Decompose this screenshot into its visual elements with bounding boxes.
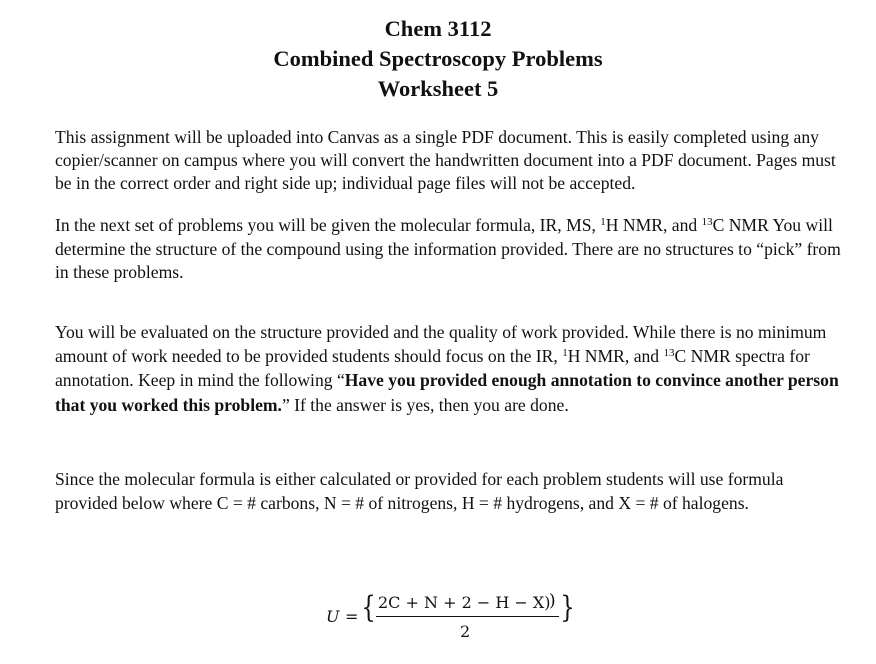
formula-right-paren: ) (549, 591, 556, 611)
fraction-bar (376, 616, 559, 617)
course-title: Chem 3112 (384, 16, 492, 41)
evaluation-paragraph: You will be evaluated on the structure provided and the quality of work provided. While there is no minimum amount of work needed to be provided students should focus on the IR, $^1$H NMR, and $^{13}$C NMR spectra for annotation. Keep in mind the following “Have you provided enough annotation to convince another person that you worked this problem.” If the answer is yes, then you are done. (55, 322, 839, 415)
formula-left-brace: { (361, 590, 376, 625)
formula-numerator: 2C + N + 2 − H − X) (378, 593, 551, 612)
upload-instructions-paragraph: This assignment will be uploaded into Canvas as a single PDF document. This is easily completed using any copier/scanner on campus where you will convert the handwritten document into a PDF document. Pages must be in the correct order and right side up; individual page files will not be accepted. (55, 127, 836, 193)
key-question: Have you provided enough annotation to convince another person that you worked this problem. (55, 370, 839, 415)
formula-right-brace: } (560, 590, 575, 625)
formula-equals: = (345, 607, 359, 626)
formula-denominator: 2 (460, 622, 471, 641)
worksheet-subtitle: Combined Spectroscopy Problems (273, 46, 603, 71)
formula-intro-paragraph: Since the molecular formula is either calculated or provided for each problem students will use formula provided below where C = # carbons, N = # of nitrogens, H = # hydrogens, and X = # of halogens. (55, 469, 784, 513)
unsaturation-formula (326, 588, 586, 648)
title-block (0, 14, 876, 104)
formula-lhs: U (326, 607, 340, 626)
worksheet-number: Worksheet 5 (377, 76, 499, 101)
problem-description-paragraph: In the next set of problems you will be given the molecular formula, IR, MS, $^1$H NMR, and $^{13}$C NMR You will determine the structure of the compound using the information provided. There are no structures to “pick” from in these problems. (55, 215, 841, 282)
